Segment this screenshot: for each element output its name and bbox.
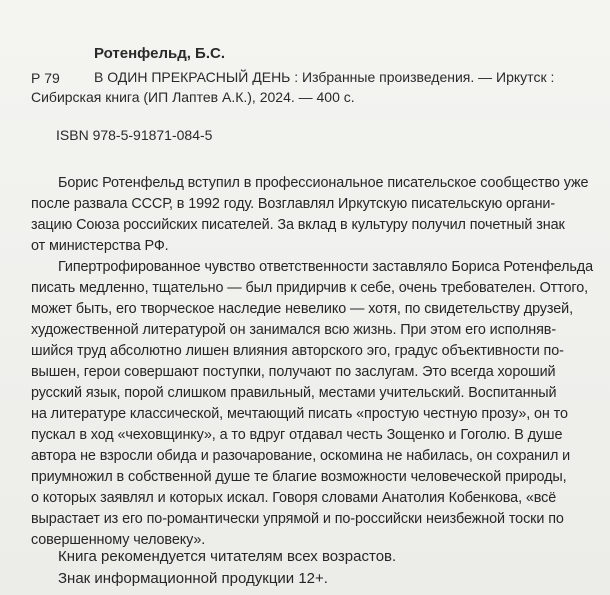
paragraph-2-line: художественной литературой он занимался всю жизнь. При этом его исполняв- [31,322,557,338]
paragraph-2-line: о которых заявлял и которых искал. Говоря словами Анатолия Кобенкова, «всё [31,490,557,506]
paragraph-2-line: русский язык, порой слишком правильный, местами учительский. Воспитанный [31,385,557,401]
library-code: Р 79 [31,70,60,86]
paragraph-2-line: пускал в ход «чеховщинку», а то вдруг отдавал честь Зощенко и Гоголю. В душе [31,427,563,443]
isbn: ISBN 978-5-91871-084-5 [56,127,213,143]
paragraph-1-line: от министерства РФ. [31,238,169,254]
paragraph-1-line: Борис Ротенфельд вступил в профессиональное писательское сообщество уже [58,175,589,191]
paragraph-2-line: приумножил в собственной душе те благие возможности человеческой природы, [31,469,567,485]
paragraph-2-line: шийся труд абсолютно лишен влияния авторского эго, градус объективности по- [31,343,564,359]
paragraph-2-line: может быть, его творческое наследие невелико — хотя, по свидетельству друзей, [31,301,573,317]
age-rating-mark: Знак информационной продукции 12+. [58,570,328,587]
paragraph-2-line: совершенному человеку». [31,532,206,548]
paragraph-1-line: зацию Союза российских писателей. За вклад в культуру получил почетный знак [31,217,565,233]
paragraph-2-line: вырастает из его по-романтически упрямой и по-российски неизбежной тоски по [31,511,564,527]
paragraph-2-line: писать медленно, тщательно — был придирчив к себе, очень требователен. Оттого, [31,280,589,296]
paragraph-2-line: вышен, герои совершают поступки, получают по заслугам. Это всегда хороший [31,364,556,380]
author-name: Ротенфельд, Б.С. [94,45,225,62]
book-title-line: В ОДИН ПРЕКРАСНЫЙ ДЕНЬ : Избранные произведения. — Иркутск : [94,69,555,85]
paragraph-1-line: после развала СССР, в 1992 году. Возглавлял Иркутскую писательскую органи- [31,196,556,212]
paragraph-2-line: Гипертрофированное чувство ответственности заставляло Бориса Ротенфельда [58,259,594,275]
paragraph-2-line: автора не взросли обида и разочарование, оскомина не набилась, он сохранил и [31,448,571,464]
publisher-line: Сибирская книга (ИП Лаптев А.К.), 2024. — 400 с. [31,89,355,105]
recommendation-note: Книга рекомендуется читателям всех возрастов. [58,548,397,565]
paragraph-2-line: на литературе классической, мечтающий писать «простую честную прозу», он то [31,406,568,422]
